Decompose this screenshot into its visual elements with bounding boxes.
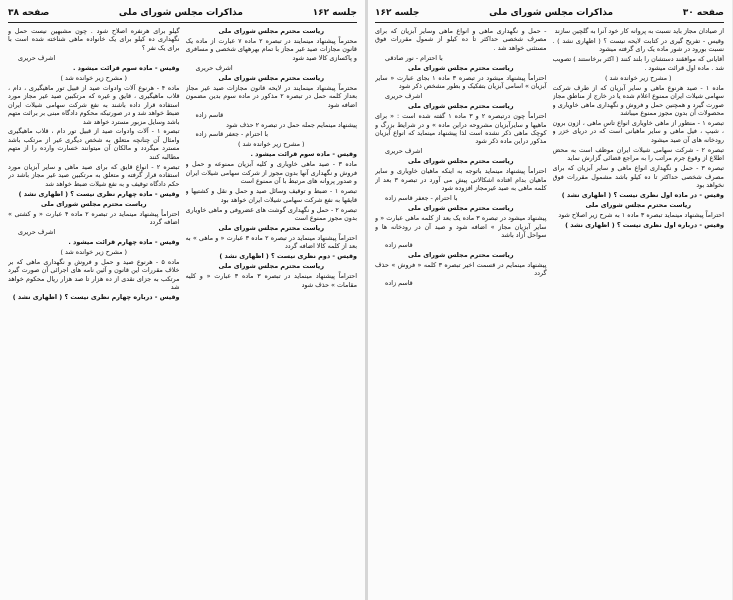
paragraph: احتراماً پیشنهاد مینماید در تبصره ۲ ماده ۴ عبارت « و کشتی » اضافه گردد bbox=[8, 209, 180, 227]
paragraph: آقایانی که موافقند دستشان را بلند کنند ( اکثر برخاستند ) تصویب شد . ماده اول قرائت میشود . bbox=[552, 55, 724, 72]
paragraph: احتراماً پیشنهاد مینماید در تبصره ۲ ماده ۳ عبارت « و ماهی » به بعد از کلمه کالا اضافه گردد bbox=[185, 233, 357, 251]
right-page-columns bbox=[375, 27, 724, 597]
reading-note: ( مشرح زیر خوانده شد ) bbox=[604, 73, 672, 82]
paragraph: احتراماً پیشنهاد مینماید در تبصره ۳ ماده ۳ عبارت « و کلیه مقامات » حذف شود bbox=[185, 272, 357, 289]
paragraph: تبصره ۱ - منظور از ماهی خاویاری انواع تاس ماهی ، ازون برون ، شیپ ، فیل ماهی و سایر ماهیانی است که در دریای خزر و رودخانه های آن صید میشود bbox=[552, 119, 724, 144]
signature: قاسم زاده bbox=[385, 240, 413, 249]
reading-note: ( مشرح زیر خوانده شد ) bbox=[60, 247, 128, 256]
paragraph: تبصره ۱ - ضبط و توقیف وسائل صید و حمل و نقل و کشتیها و قایقها به نفع شرکت سهامی شیلات ایران خواهد بود bbox=[185, 187, 357, 204]
paragraph: از صیادان مجاز باید نسبت به پروانه کار خود آنرا به گلچین سازند bbox=[554, 27, 724, 35]
paragraph: محترماً پیشنهاد مینمایند در تبصره ۲ ماده ۷ عبارت از ماده یک قانون مجازات صید غیر مجاز با تمام بهرههای شخصی و مسافری و پاکسازی کالا صید شود bbox=[185, 36, 357, 62]
speaker-line: وقیس - ماده چهارم قرائت میشود . bbox=[68, 237, 180, 246]
speaker-line: وقیس - درباره اول نظری نیست ؟ ( اظهاری نشد ) bbox=[565, 221, 724, 230]
signature: اشرف حریری bbox=[18, 53, 56, 62]
addressee-heading: ریاست محترم مجلس شورای ملی bbox=[407, 63, 514, 72]
paragraph: احتراماً پیشنهاد مینماید باتوجه به اینکه ماهیان خاویاری و سایر ماهیان بدام افتاده اشکالاتی پیش می آورد در تبصره ۳ بعد از کلمه ماهی به صید غیرمجاز افزوده شود bbox=[375, 167, 547, 193]
paragraph: - حمل و نگهداری ماهی و انواع ماهی وسایر آبزیان که برای مصرف شخصی حداکثر تا ده کیلو از شمول مقررات فوق مستثنی خواهد شد . bbox=[375, 27, 547, 52]
speaker-line: وقیس - ماده سوم قرائت میشود . bbox=[250, 150, 357, 159]
right-page-right-column bbox=[553, 27, 725, 597]
right-page-session: جلسه ۱۶۲ bbox=[375, 8, 420, 18]
paragraph: احتراماً چون درتبصره ۲ و ۳ ماده ۱ گفته شده است : « برای ماهیها و سایرآبزیان مشروحه دراین ماده » و در شرایط بزرگ و کوچک ماهی ذکر نشده است لذا پیشنهاد مینماید که انواع آبزیان مذکور دراین ماده ذکر شود bbox=[375, 112, 547, 146]
left-page-columns bbox=[8, 27, 357, 597]
speaker-line: وقیس - ماده چهارم نظری نیست ؟ ( اظهاری نشد ) bbox=[18, 189, 180, 198]
right-page-title: مذاکرات مجلس شورای ملی bbox=[489, 8, 614, 18]
left-page-title: مذاکرات مجلس شورای ملی bbox=[118, 8, 243, 18]
addressee-heading: ریاست محترم مجلس شورای ملی bbox=[585, 201, 691, 210]
paragraph: گیلو برای هرنفره اصلاح شود . چون مشبهین نیست حمل و نگهداری ده کیلو برای یک خانواده ماهی شناخته شده است با برای یک نفر ؟ bbox=[8, 27, 180, 52]
left-page-left-column bbox=[8, 27, 180, 597]
paragraph: محترماً پیشنهاد مینمایند در لایحه قانون مجازات صید غیر مجاز بعداز کلمه حمل در تبصره ۲ مذکور در ماده سوم بدین مضمون اضافه شود bbox=[185, 83, 357, 109]
addressee-heading: ریاست محترم مجلس شورای ملی bbox=[407, 204, 514, 213]
paragraph: ماده ۳ - صید ماهی خاویاری و کلیه آبزیان ممنوعه و حمل و فروش و نگهداری آنها بدون مجوز از شرکت سهامی شیلات ایران و صدور پروانه های مرتبط با آن ممنوع است bbox=[185, 160, 357, 186]
right-page bbox=[366, 0, 732, 600]
addressee-heading: ریاست محترم مجلس شورای ملی bbox=[407, 250, 514, 259]
signature: با احترام - نور صادقی bbox=[385, 53, 443, 62]
paragraph: احتراماً پیشنهاد میشود در تبصره ۳ ماده ۱ بجای عبارت « سایر آبزیان » اسامی آبزیان بتفکیک و بطور مشخص ذکر شود bbox=[375, 73, 547, 91]
signature: با احترام - جعفر قاسم زاده bbox=[195, 130, 269, 139]
left-page-header bbox=[8, 6, 357, 23]
left-page-number: صفحه ۳۸ bbox=[8, 8, 50, 18]
paragraph: تبصره ۲ - شرکت سهامی شیلات ایران موظف است به محض اطلاع از وقوع جرم مراتب را به مراجع قضائی گزارش نماید bbox=[552, 145, 724, 163]
signature: با احترام - جعفر قاسم زاده bbox=[385, 194, 458, 203]
paragraph: تبصره ۱ - آلات وادوات صید از قبیل تور دام ، قلاب ماهیگیری وامثال آن چنانچه متعلق به شخص دیگری غیر از مرتکب باشد مسترد میگردد و مالکان آن میتوانند خسارت وارده را از متهم مطالبه کنند bbox=[8, 127, 180, 161]
paragraph: ماده ۵ - هرنوع صید و حمل و فروش و نگهداری ماهی که بر خلاف مقررات این قانون و آئین نامه های اجرائی آن صورت گیرد مرتکب به جزای نقدی از ده هزار تا صد هزار ریال محکوم خواهد شد bbox=[8, 257, 180, 292]
book-gutter bbox=[365, 0, 368, 600]
signature: اشرف حریری bbox=[18, 227, 56, 236]
paragraph: پیشنهاد مینمایم در قسمت اخیر تبصره ۳ کلمه « فروش » حذف گردد bbox=[375, 260, 547, 278]
paragraph: پیشنهاد مینمایم جمله حمل در تبصره ۲ حذف شود bbox=[226, 120, 357, 129]
addressee-heading: ریاست محترم مجلس شورای ملی bbox=[218, 262, 324, 271]
reading-note: ( مشرح زیر خوانده شد ) bbox=[237, 140, 305, 149]
signature: قاسم زاده bbox=[195, 110, 224, 119]
paragraph: ماده ۴ - هرنوع آلات وادوات صید از قبیل تور ماهیگیری ، دام ، قلاب ماهیگیری ، قایق و غیره که مرتکبین صید غیر مجاز مورد استفاده قرار داده باشند به نفع شرکت سهامی شیلات ایران ضبط خواهد شد و در صورتیکه محکوم دادگاه مبنی بر برائت متهم باشد وسایل مزبور مسترد خواهد شد bbox=[8, 83, 180, 126]
addressee-heading: ریاست محترم مجلس شورای ملی bbox=[40, 199, 147, 208]
paragraph: وقیس - تفریح گیری در کتابت لایحه نیست ؟ ( اظهاری نشد ) . نسبت بورود در شور ماده یک رای گرفته میشود bbox=[552, 36, 724, 54]
reading-note: ( مشرح زیر خوانده شد ) bbox=[60, 73, 128, 82]
paragraph: تبصره ۳ - حمل و نگهداری انواع ماهی و سایر آبزیان که برای مصرف شخصی حداکثر تا ده کیلو باشد مشمول مقررات فوق نخواهد بود bbox=[552, 164, 724, 190]
addressee-heading: ریاست محترم مجلس شورای ملی bbox=[407, 157, 514, 166]
speaker-line: وقیس - درباره چهارم نظری نیست ؟ ( اظهاری نشد ) bbox=[12, 293, 180, 302]
right-page-header bbox=[375, 6, 724, 23]
addressee-heading: ریاست محترم مجلس شورای ملی bbox=[218, 73, 324, 82]
right-page-left-column bbox=[375, 27, 547, 597]
paragraph: احتراماً پیشنهاد مینماید تبصره ۳ ماده ۱ به شرح زیر اصلاح شود bbox=[558, 211, 724, 220]
left-page bbox=[0, 0, 366, 600]
speaker-line: وقیس - ماده سوم قرائت میشود . bbox=[73, 63, 180, 72]
speaker-line: وقیس - در ماده اول نظری نیست ؟ ( اظهاری نشد ) bbox=[561, 191, 724, 200]
addressee-heading: ریاست محترم مجلس شورای ملی bbox=[218, 224, 324, 233]
paragraph: تبصره ۲ - حمل و نگهداری گوشت های غضروفی و ماهی خاویاری بدون مجوز ممنوع است bbox=[185, 205, 357, 223]
paragraph: پیشنهاد میشود در تبصره ۳ ماده یک بعد از کلمه ماهی عبارت « و سایر آبزیان مجاز » اضافه شود و صید آن در رودخانه ها و سواحل آزاد باشد bbox=[375, 214, 547, 239]
signature: اشرف حریری bbox=[195, 63, 233, 72]
signature: اشرف حریری bbox=[385, 92, 423, 101]
left-page-right-column bbox=[186, 27, 358, 597]
paragraph: ماده ۱ - صید هرنوع ماهی و سایر آبزیان که از طرف شرکت سهامی شیلات ایران ممنوع اعلام شده یا در خارج از مناطق مجاز صورت گیرد و همچنین حمل و فروش و نگهداری ماهی خاویاری و محصولات آن بدون مجوز ممنوع میباشد bbox=[552, 83, 724, 118]
left-page-session: جلسه ۱۶۲ bbox=[312, 8, 357, 18]
right-page-number: صفحه ۳۰ bbox=[682, 8, 724, 18]
addressee-heading: ریاست محترم مجلس شورای ملی bbox=[407, 102, 514, 111]
signature: قاسم زاده bbox=[385, 279, 413, 288]
paragraph: تبصره ۲ - انواع قایق که برای صید ماهی و سایر آبزیان مورد استفاده قرار گرفته و متعلق به مرتکبین صید غیر مجاز باشد در حکم دادگاه توقیف و به نفع شیلات ضبط خواهد شد bbox=[8, 162, 180, 188]
speaker-line: وقیس - دوم نظری نیست ؟ ( اظهاری نشد ) bbox=[219, 252, 357, 261]
addressee-heading: ریاست محترم مجلس شورای ملی bbox=[218, 27, 324, 35]
signature: اشرف حریری bbox=[385, 147, 423, 156]
